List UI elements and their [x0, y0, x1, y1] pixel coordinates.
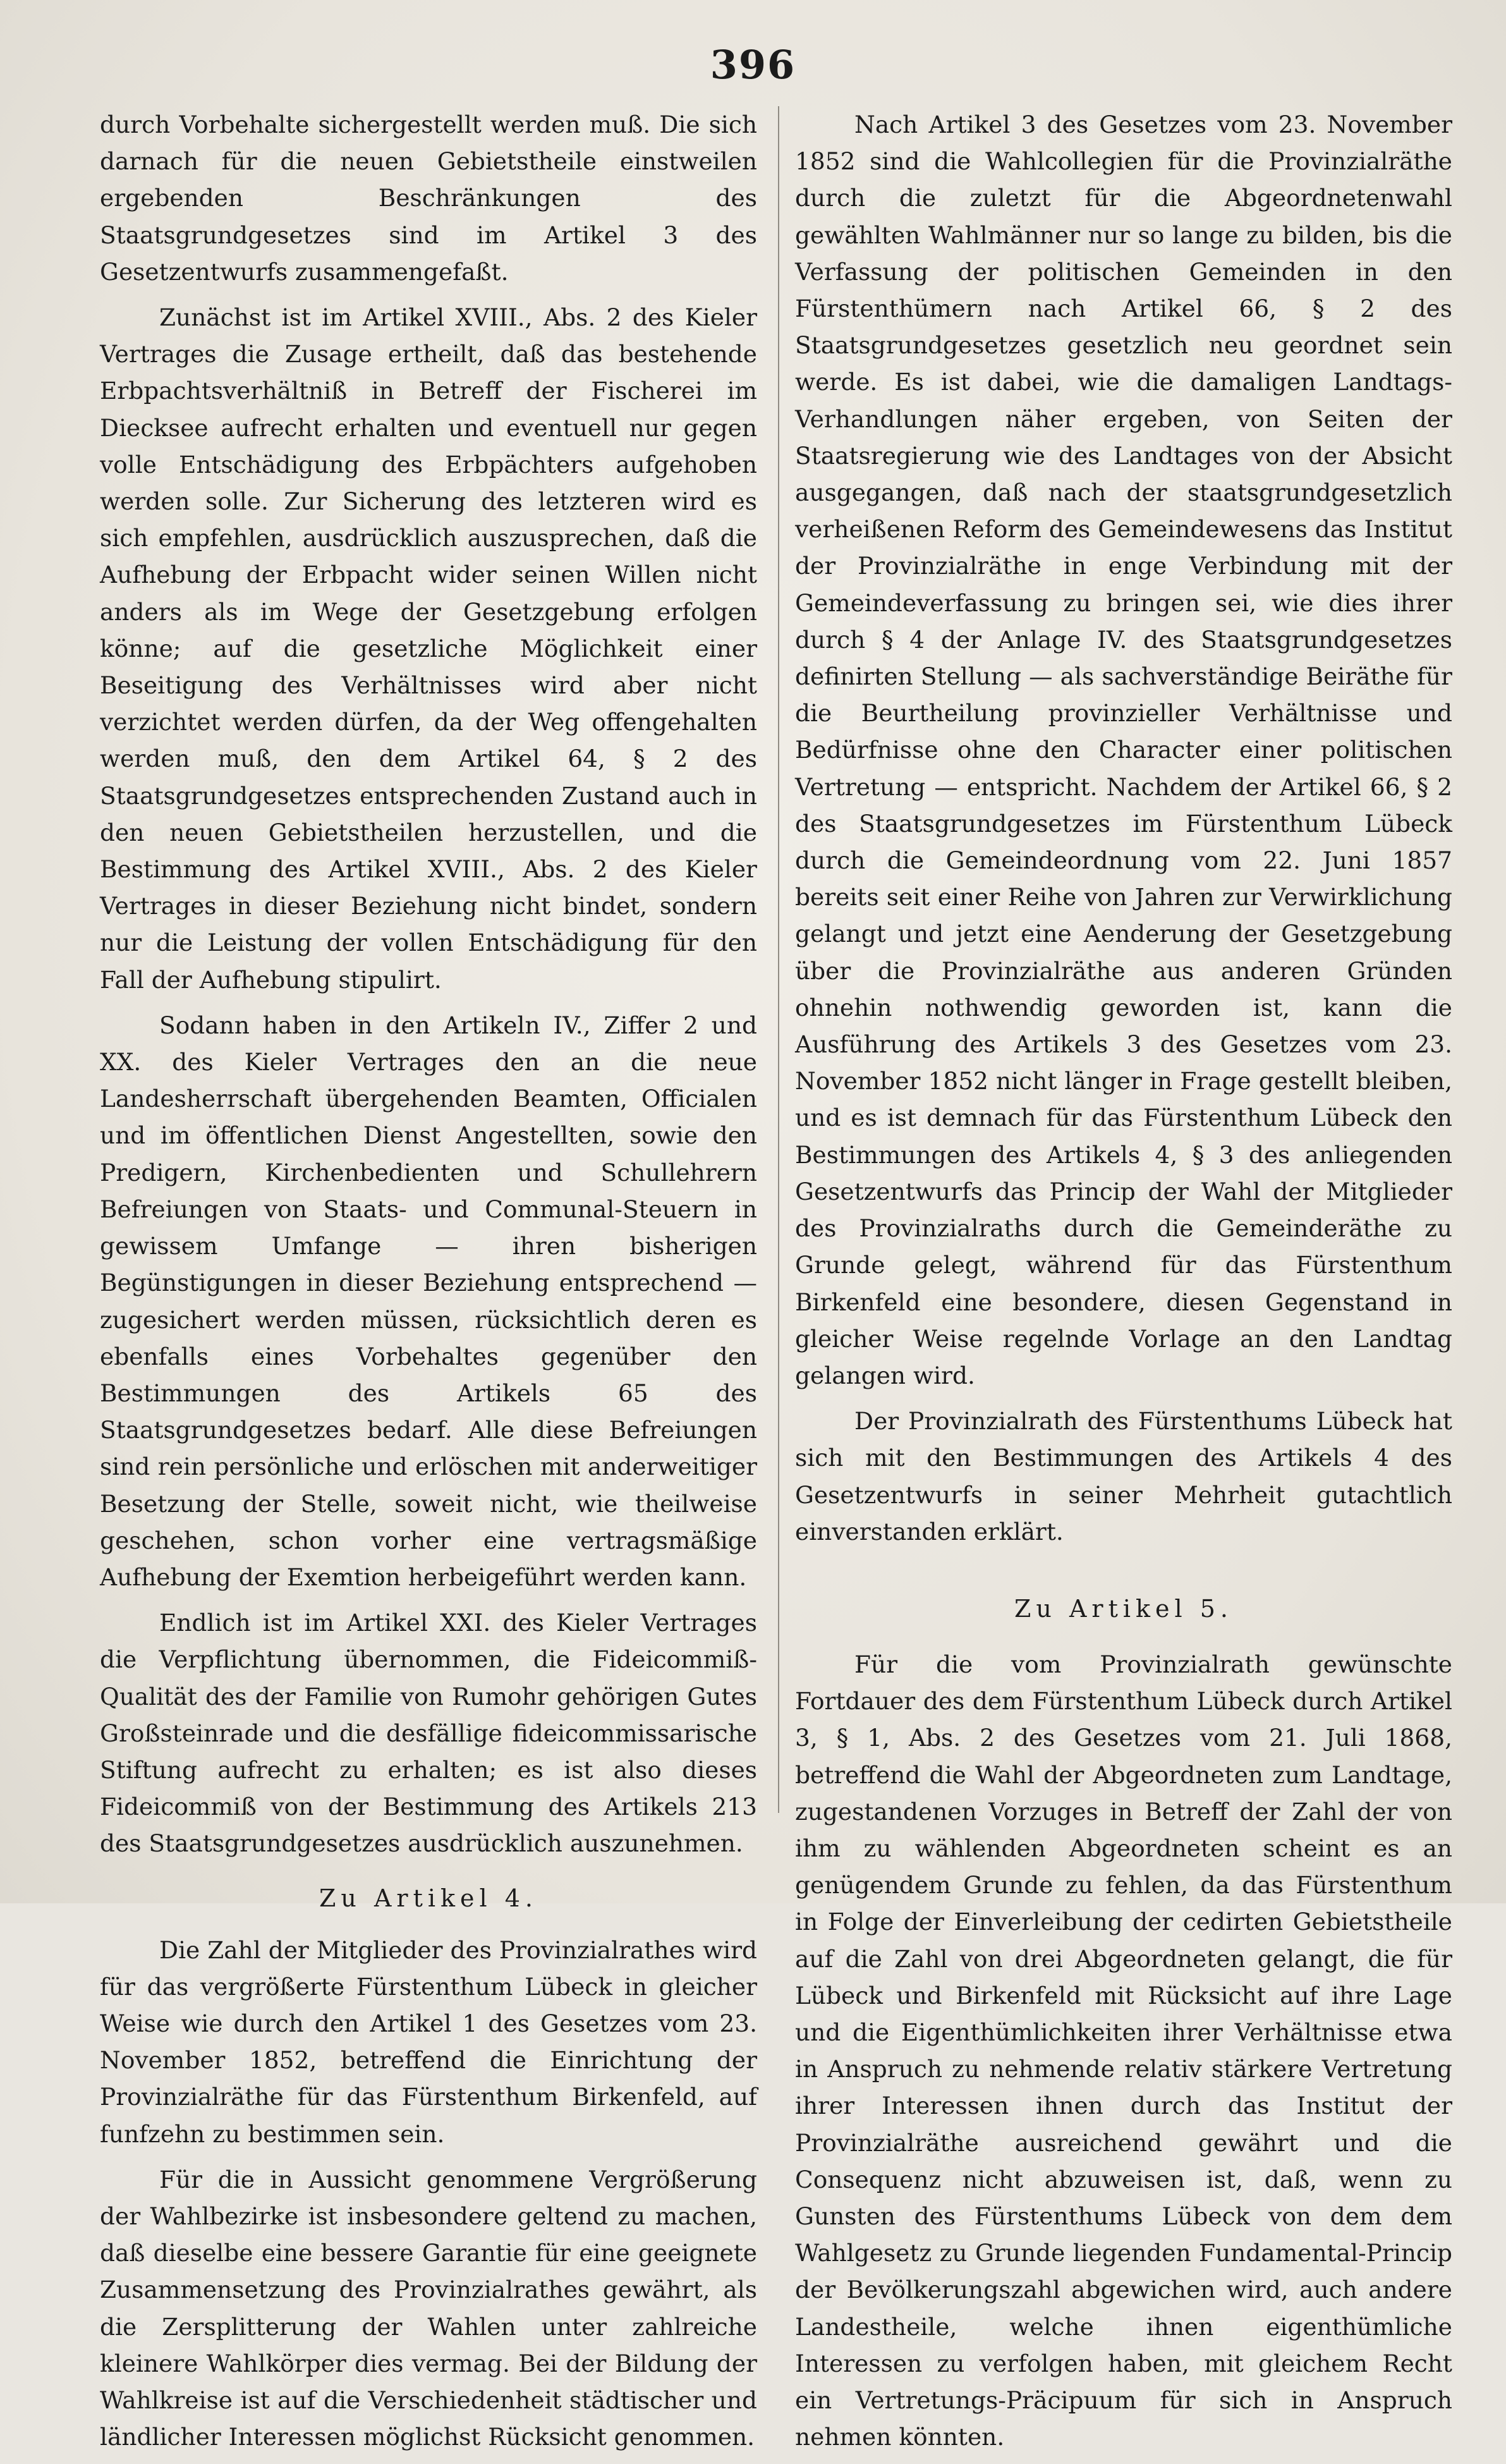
- paragraph: Nach Artikel 3 des Gesetzes vom 23. November 1852 sind die Wahlcollegien für die Provinzialräthe durch die zuletzt für die Abgeordnetenwahl gewählten Wahlmänner nur so lange zu bilden, bis die Verfassung der politischen Gemeinden in den Fürstenthümern nach Artikel 66, § 2 des Staatsgrundgesetzes gesetzlich neu geordnet sein werde. Es ist dabei, wie die damaligen Landtags-Verhandlungen näher ergeben, von Seiten der Staatsregierung wie des Landtages von der Absicht ausgegangen, daß nach der staatsgrundgesetzlich verheißenen Reform des Gemeindewesens das Institut der Provinzialräthe in enge Verbindung mit der Gemeindeverfassung zu bringen sei, wie dies ihrer durch § 4 der Anlage IV. des Staatsgrundgesetzes definirten Stellung — als sachverständige Beiräthe für die Beurtheilung provinzieller Verhältnisse und Bedürfnisse ohne den Character einer politischen Vertretung — entspricht. Nachdem der Artikel 66, § 2 des Staatsgrundgesetzes im Fürstenthum Lübeck durch die Gemeindeordnung vom 22. Juni 1857 bereits seit einer Reihe von Jahren zur Verwirklichung gelangt und jetzt eine Aenderung der Gesetzgebung über die Provinzialräthe aus anderen Gründen ohnehin nothwendig geworden ist, kann die Ausführung des Artikels 3 des Gesetzes vom 23. November 1852 nicht länger in Frage gestellt bleiben, und es ist demnach für das Fürstenthum Lübeck den Bestimmungen des Artikels 4, § 3 des anliegenden Gesetzentwurfs das Princip der Wahl der Mitglieder des Provinzialraths durch die Gemeinderäthe zu Grunde gelegt, während für das Fürstenthum Birkenfeld eine besondere, diesen Gegenstand in gleicher Weise regelnde Vorlage an den Landtag gelangen wird.: [795, 111, 1452, 1389]
- paragraph: Endlich ist im Artikel XXI. des Kieler Vertrages die Verpflichtung übernommen, die Fideicommiß-Qualität des der Familie von Rumohr gehörigen Gutes Großsteinrade und die desfällige fideicommissarische Stiftung aufrecht zu erhalten; es ist also dieses Fideicommiß von der Bestimmung des Artikels 213 des Staatsgrundgesetzes ausdrücklich auszunehmen.: [100, 1609, 757, 1858]
- paragraph: Sodann haben in den Artikeln IV., Ziffer 2 und XX. des Kieler Vertrages den an die neue Landesherrschaft übergehenden Beamten, Officialen und im öffentlichen Dienst Angestellten, sowie den Predigern, Kirchenbedienten und Schullehrern Befreiungen von Staats- und Communal-Steuern in gewissem Umfange — ihren bisherigen Begünstigungen in dieser Beziehung entsprechend — zugesichert werden müssen, rücksichtlich deren es ebenfalls eines Vorbehaltes gegenüber den Bestimmungen des Artikels 65 des Staatsgrundgesetzes bedarf. Alle diese Befreiungen sind rein persönliche und erlöschen mit anderweitiger Besetzung der Stelle, soweit nicht, wie theilweise geschehen, schon vorher eine vertragsmäßige Aufhebung der Exemtion herbeigeführt werden kann.: [100, 1011, 757, 1591]
- column-divider: [778, 106, 779, 1813]
- section-heading: Zu Artikel 5.: [1014, 1594, 1233, 1623]
- paragraph: Der Provinzialrath des Fürstenthums Lübeck hat sich mit den Bestimmungen des Artikels 4 des Gesetzentwurfs in seiner Mehrheit gutachtlich einverstanden erklärt.: [795, 1407, 1452, 1546]
- paragraph: durch Vorbehalte sichergestellt werden muß. Die sich darnach für die neuen Gebietstheile einstweilen ergebenden Beschränkungen des Staatsgrundgesetzes sind im Artikel 3 des Gesetzentwurfs zusammengefaßt.: [100, 111, 757, 286]
- left-column: [100, 106, 757, 2464]
- paragraph: Zunächst ist im Artikel XVIII., Abs. 2 des Kieler Vertrages die Zusage ertheilt, daß das bestehende Erbpachtsverhältniß in Betreff der Fischerei im Diecksee aufrecht erhalten und eventuell nur gegen volle Entschädigung des Erbpächters aufgehoben werden solle. Zur Sicherung des letzteren wird es sich empfehlen, ausdrücklich auszusprechen, daß die Aufhebung der Erbpacht wider seinen Willen nicht anders als im Wege der Gesetzgebung erfolgen könne; auf die gesetzliche Möglichkeit einer Beseitigung des Verhältnisses wird aber nicht verzichtet werden dürfen, da der Weg offengehalten werden muß, den dem Artikel 64, § 2 des Staatsgrundgesetzes entsprechenden Zustand auch in den neuen Gebietstheilen herzustellen, und die Bestimmung des Artikel XVIII., Abs. 2 des Kieler Vertrages in dieser Beziehung nicht bindet, sondern nur die Leistung der vollen Entschädigung für den Fall der Aufhebung stipulirt.: [100, 303, 757, 994]
- paragraph: Für die in Aussicht genommene Vergrößerung der Wahlbezirke ist insbesondere geltend zu machen, daß dieselbe eine bessere Garantie für eine geeignete Zusammensetzung des Provinzialrathes gewährt, als die Zersplitterung der Wahlen unter zahlreiche kleinere Wahlkörper dies vermag. Bei der Bildung der Wahlkreise ist auf die Verschiedenheit städtischer und ländlicher Interessen möglichst Rücksicht genommen.: [100, 2165, 757, 2451]
- page-number: 396: [710, 42, 796, 88]
- section-heading: Zu Artikel 4.: [319, 1884, 538, 1912]
- right-column: [795, 106, 1452, 2464]
- paragraph: Für die vom Provinzialrath gewünschte Fortdauer des dem Fürstenthum Lübeck durch Artikel 3, § 1, Abs. 2 des Gesetzes vom 21. Juli 1868, betreffend die Wahl der Abgeordneten zum Landtage, zugestandenen Vorzuges in Betreff der Zahl der von ihm zu wählenden Abgeordneten scheint es an genügendem Grunde zu fehlen, da das Fürstenthum in Folge der Einverleibung der cedirten Gebietstheile auf die Zahl von drei Abgeordneten gelangt, die für Lübeck und Birkenfeld mit Rücksicht auf ihre Lage und die Eigenthümlichkeiten ihrer Verhältnisse etwa in Anspruch zu nehmende relativ stärkere Vertretung ihrer Interessen ihnen durch das Institut der Provinzialräthe ausreichend gewährt und die Consequenz nicht abzuweisen ist, daß, wenn zu Gunsten des Fürstenthums Lübeck von dem dem Wahlgesetz zu Grunde liegenden Fundamental-Princip der Bevölkerungszahl abgewichen wird, auch andere Landestheile, welche ihnen eigenthümliche Interessen zu verfolgen haben, mit gleichem Recht ein Vertretungs-Präcipuum für sich in Anspruch nehmen könnten.: [795, 1650, 1452, 2451]
- paragraph: Die Zahl der Mitglieder des Provinzialrathes wird für das vergrößerte Fürstenthum Lübeck in gleicher Weise wie durch den Artikel 1 des Gesetzes vom 23. November 1852, betreffend die Einrichtung der Provinzialräthe für das Fürstenthum Birkenfeld, auf funfzehn zu bestimmen sein.: [100, 1936, 757, 2148]
